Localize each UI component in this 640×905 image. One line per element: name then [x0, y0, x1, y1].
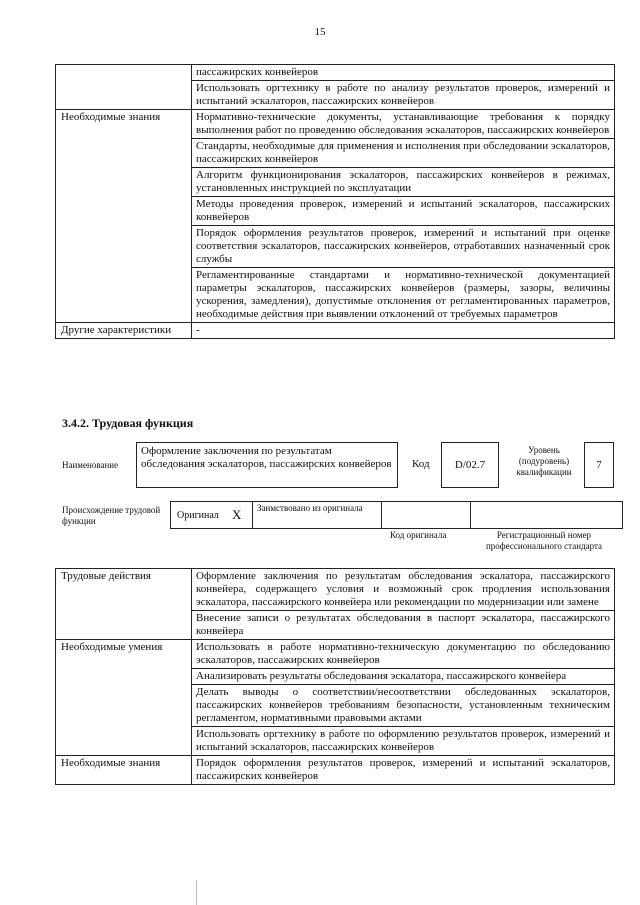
- origin-divider: [470, 501, 471, 529]
- table-cell: Порядок оформления результатов проверок, измерений и испытаний эскалаторов, пассажирских конвейеров: [192, 756, 615, 785]
- table-cell: Оформление заключения по результатам обследования эскалатора, пассажирского конвейера, содержащего условия и возможный срок продления использования эскалатора, пассажирского конвейера или рекомендации по модернизации или замене: [192, 569, 615, 611]
- page-number: 15: [314, 26, 326, 38]
- table-row: [56, 569, 615, 611]
- row-label: Трудовые действия: [56, 569, 192, 640]
- table-row: [56, 640, 615, 669]
- table-cell: Внесение записи о результатах обследования в паспорт эскалатора, пассажирского конвейера: [192, 611, 615, 640]
- level-label: Уровень (подуровень) квалификации: [516, 445, 572, 477]
- row-label: Необходимые знания: [56, 110, 192, 323]
- table-cell: Анализировать результаты обследования эскалатора, пассажирского конвейера: [192, 669, 615, 685]
- table-row: [56, 756, 615, 785]
- borrowed-label: Заимствовано из оригинала: [257, 503, 363, 513]
- table-cell: Регламентированные стандартами и нормативно-технической документацией параметры эскалаторов, пассажирских конвейеров (размеры, зазоры, величины ускорения, замедления), допустимые отклонения от регламентированных параметров, необходимые действия при выявлении отклонений от требуемых параметров: [192, 268, 615, 323]
- function-name-box: [136, 442, 398, 488]
- origin-divider: [381, 501, 382, 529]
- row-label: Другие характеристики: [56, 323, 192, 339]
- table-cell: Алгоритм функционирования эскалаторов, пассажирских конвейеров в режимах, установленных инструкцией по эксплуатации: [192, 168, 615, 197]
- function-name-value: Оформление заключения по результатам обследования эскалаторов, пассажирских конвейеров: [141, 445, 392, 470]
- table-cell: Порядок оформления результатов проверок, измерений и испытаний при оценке соответствия эскалаторов, пассажирских конвейеров, отработавших назначенный срок службы: [192, 226, 615, 268]
- table-cell: -: [192, 323, 615, 339]
- table-row: [56, 110, 615, 139]
- table-row: [56, 65, 615, 81]
- competency-table-2: [55, 568, 615, 785]
- table-cell: Стандарты, необходимые для применения и исполнения при обследовании эскалаторов, пассажирских конвейеров: [192, 139, 615, 168]
- code-value: D/02.7: [454, 459, 486, 471]
- row-label: [56, 65, 192, 110]
- table-cell: пассажирских конвейеров: [192, 65, 615, 81]
- table-cell: Методы проведения проверок, измерений и испытаний эскалаторов, пассажирских конвейеров: [192, 197, 615, 226]
- table-cell: Использовать оргтехнику в работе по анализу результатов проверок, измерений и испытаний эскалаторов, пассажирских конвейеров: [192, 81, 615, 110]
- table-cell: Делать выводы о соответствии/несоответствии обследованных эскалаторов, пассажирских конвейеров требованиям безопасности, установленным техническим регламентом, нормативными правовыми актами: [192, 685, 615, 727]
- section-heading: 3.4.2. Трудовая функция: [62, 416, 194, 430]
- row-label: Необходимые знания: [56, 756, 192, 785]
- table-cell: Нормативно-технические документы, устанавливающие требования к порядку выполнения работ по проведению обследования эскалаторов, пассажирских конвейеров: [192, 110, 615, 139]
- original-mark: X: [232, 507, 242, 522]
- table-cell: Использовать в работе нормативно-техническую документацию по обследованию эскалаторов, пассажирских конвейеров: [192, 640, 615, 669]
- level-value: 7: [596, 459, 602, 471]
- scan-fold-line: [196, 880, 197, 905]
- competency-table-1: [55, 64, 615, 339]
- code-original-caption: Код оригинала: [390, 530, 447, 540]
- table-cell: Использовать оргтехнику в работе по оформлению результатов проверок, измерений и испытаний эскалаторов, пассажирских конвейеров: [192, 727, 615, 756]
- level-box: [584, 442, 614, 488]
- name-label: Наименование: [62, 460, 119, 470]
- code-box: [441, 442, 499, 488]
- original-label: Оригинал: [177, 510, 219, 521]
- reg-number-caption: Регистрационный номер профессионального стандарта: [485, 530, 603, 551]
- table-row: [56, 323, 615, 339]
- code-label: Код: [412, 458, 430, 470]
- row-label: Необходимые умения: [56, 640, 192, 756]
- origin-divider: [252, 501, 253, 529]
- origin-label: Происхождение трудовой функции: [62, 505, 161, 526]
